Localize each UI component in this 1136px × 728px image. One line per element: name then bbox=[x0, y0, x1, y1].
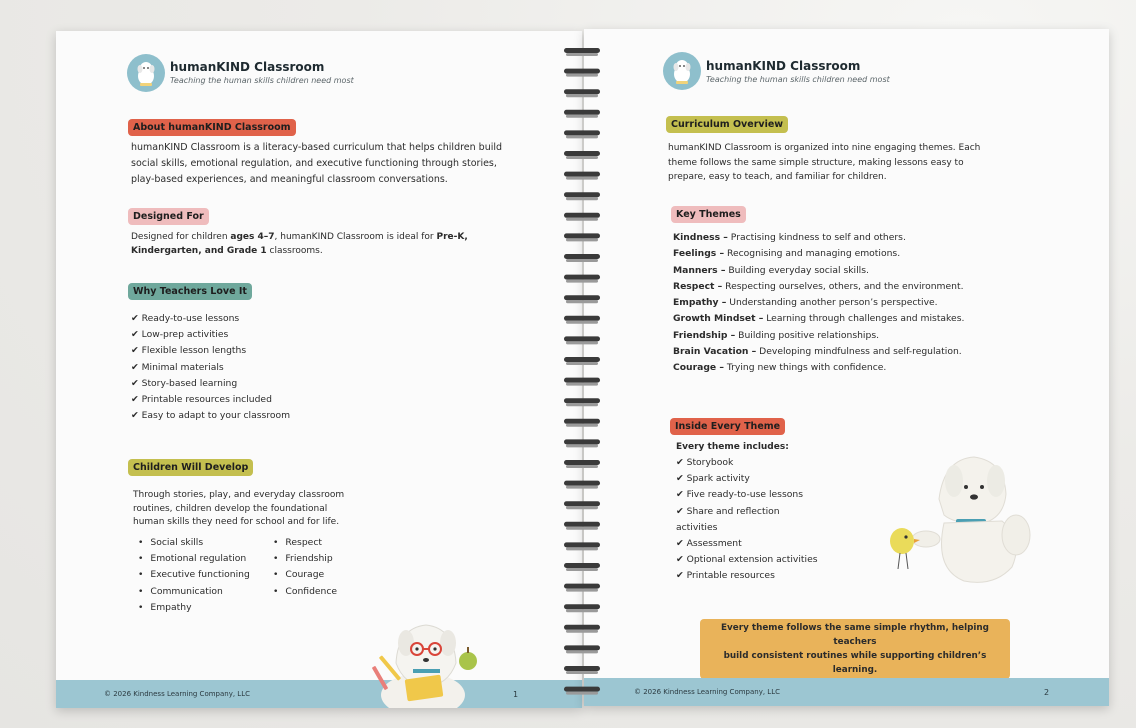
theme-name: Empathy – bbox=[673, 297, 727, 309]
callout-line-2: build consistent routines while supporting children’s learning. bbox=[723, 651, 987, 675]
left-page bbox=[56, 31, 582, 708]
overview-heading: Curriculum Overview bbox=[666, 116, 788, 133]
right-page bbox=[584, 29, 1109, 706]
spiral-ring bbox=[564, 172, 600, 180]
theme-desc: Respecting ourselves, others, and the environment. bbox=[722, 280, 964, 292]
spiral-ring bbox=[564, 666, 600, 674]
list-item: • Empathy bbox=[138, 600, 250, 616]
spiral-ring bbox=[564, 398, 600, 406]
spiral-ring bbox=[564, 687, 600, 695]
theme-item bbox=[673, 311, 964, 327]
list-item: ✔ Easy to adapt to your classroom bbox=[131, 410, 291, 422]
spiral-ring bbox=[564, 439, 600, 447]
list-item: • Friendship bbox=[273, 551, 337, 567]
overview-body: humanKIND Classroom is organized into nine engaging themes. Each theme follows the same simple structure, making lessons easy to prepare, easy to teach, and familiar for children. bbox=[668, 143, 981, 182]
spiral-ring bbox=[564, 110, 600, 118]
spiral-ring bbox=[564, 275, 600, 283]
theme-desc: Recognising and managing emotions. bbox=[724, 248, 901, 260]
spiral-ring bbox=[564, 645, 600, 653]
theme-item bbox=[673, 230, 964, 246]
rhythm-callout bbox=[700, 619, 1010, 679]
spiral-ring bbox=[564, 336, 600, 344]
list-item: ✔ Ready-to-use lessons bbox=[131, 313, 240, 324]
inside-heading: Inside Every Theme bbox=[670, 418, 785, 435]
brand-tagline: Teaching the human skills children need most bbox=[170, 76, 354, 85]
key-themes-heading: Key Themes bbox=[671, 206, 746, 223]
list-item: ✔ Story-based learning bbox=[131, 377, 238, 389]
copyright: © 2026 Kindness Learning Company, LLC bbox=[104, 690, 250, 698]
theme-desc: Building everyday social skills. bbox=[725, 264, 869, 276]
page-number: 2 bbox=[1044, 688, 1050, 697]
develop-heading: Children Will Develop bbox=[128, 459, 253, 476]
spiral-ring bbox=[564, 460, 600, 468]
callout-line-1: Every theme follows the same simple rhythm, helping teachers bbox=[721, 623, 989, 647]
inside-list bbox=[676, 455, 818, 585]
theme-item bbox=[673, 246, 964, 262]
spiral-ring bbox=[564, 295, 600, 303]
spiral-ring bbox=[564, 563, 600, 571]
spiral-ring bbox=[564, 89, 600, 97]
right-footer bbox=[584, 678, 1109, 706]
spiral-ring bbox=[564, 69, 600, 77]
theme-name: Kindness – bbox=[673, 232, 728, 243]
list-item: ✔ Share and reflection bbox=[676, 505, 780, 517]
designed-for-heading: Designed For bbox=[128, 208, 209, 225]
brand-name: humanKIND Classroom bbox=[706, 59, 861, 73]
dog-logo-icon bbox=[127, 54, 165, 92]
spiral-ring bbox=[564, 213, 600, 221]
spiral-ring bbox=[564, 419, 600, 427]
list-item: ✔ Spark activity bbox=[676, 473, 750, 485]
theme-name: Respect – bbox=[673, 280, 723, 292]
theme-desc: Developing mindfulness and self-regulation. bbox=[756, 346, 962, 358]
spiral-ring bbox=[564, 501, 600, 509]
theme-name: Growth Mindset – bbox=[673, 313, 764, 325]
designed-for-text-1: Designed for children bbox=[131, 232, 231, 242]
designed-for-text-2: , humanKIND Classroom is ideal for bbox=[274, 232, 437, 242]
list-item: • Social skills bbox=[138, 535, 250, 551]
develop-list-1 bbox=[138, 535, 250, 616]
designed-for-text-3: classrooms. bbox=[266, 246, 323, 256]
spiral-ring bbox=[564, 357, 600, 365]
theme-name: Friendship – bbox=[673, 329, 736, 341]
list-item: • Respect bbox=[273, 535, 337, 551]
spiral-ring bbox=[564, 584, 600, 592]
list-item: ✔ Storybook bbox=[676, 457, 734, 468]
spiral-ring bbox=[564, 316, 600, 324]
list-item: • Confidence bbox=[273, 584, 337, 600]
page-number: 1 bbox=[513, 690, 519, 699]
dog-reading-illustration bbox=[368, 603, 488, 708]
spiral-binding bbox=[562, 40, 602, 700]
left-footer bbox=[56, 680, 582, 708]
theme-item bbox=[673, 295, 964, 311]
theme-item bbox=[673, 360, 964, 376]
list-item: ✔ Optional extension activities bbox=[676, 554, 818, 566]
theme-name: Courage – bbox=[673, 362, 724, 374]
list-item: activities bbox=[676, 521, 718, 533]
spiral-ring bbox=[564, 48, 600, 56]
designed-for-grades: Pre-K, Kindergarten, and Grade 1 bbox=[131, 232, 468, 256]
list-item: • Courage bbox=[273, 567, 337, 583]
designed-for-body bbox=[131, 230, 481, 258]
designed-for-ages: ages 4–7 bbox=[230, 232, 275, 242]
copyright: © 2026 Kindness Learning Company, LLC bbox=[634, 688, 780, 696]
why-heading: Why Teachers Love It bbox=[128, 283, 252, 300]
list-item: ✔ Low-prep activities bbox=[131, 329, 229, 341]
list-item: ✔ Printable resources bbox=[676, 570, 775, 582]
theme-item bbox=[673, 263, 964, 279]
about-heading: About humanKIND Classroom bbox=[128, 119, 296, 136]
theme-desc: Understanding another person’s perspective. bbox=[726, 297, 938, 309]
spiral-ring bbox=[564, 522, 600, 530]
spiral-ring bbox=[564, 542, 600, 550]
spiral-ring bbox=[564, 192, 600, 200]
theme-name: Feelings – bbox=[673, 248, 725, 260]
theme-desc: Learning through challenges and mistakes. bbox=[763, 313, 965, 325]
theme-item bbox=[673, 344, 964, 360]
develop-list-2 bbox=[273, 535, 337, 600]
brand-name: humanKIND Classroom bbox=[170, 60, 325, 74]
theme-desc: Building positive relationships. bbox=[735, 329, 880, 341]
spiral-ring bbox=[564, 378, 600, 386]
why-list bbox=[131, 311, 290, 424]
about-body: humanKIND Classroom is a literacy-based curriculum that helps children build social skills, emotional regulation, and executive functioning through stories, play-based experiences, and meaningful classroom conversations. bbox=[131, 142, 503, 185]
key-themes-list bbox=[673, 230, 964, 377]
brand-tagline: Teaching the human skills children need most bbox=[706, 75, 890, 84]
theme-desc: Practising kindness to self and others. bbox=[727, 232, 906, 243]
inside-intro: Every theme includes: bbox=[676, 442, 789, 452]
develop-body: Through stories, play, and everyday classroom routines, children develop the foundational human skills they need for school and for life. bbox=[133, 490, 345, 527]
theme-item bbox=[673, 279, 964, 295]
spiral-ring bbox=[564, 233, 600, 241]
spiral-ring bbox=[564, 604, 600, 612]
theme-desc: Trying new things with confidence. bbox=[723, 362, 887, 374]
list-item: ✔ Printable resources included bbox=[131, 393, 272, 405]
list-item: ✔ Five ready-to-use lessons bbox=[676, 489, 803, 501]
theme-item bbox=[673, 328, 964, 344]
list-item: • Executive functioning bbox=[138, 567, 250, 583]
list-item: ✔ Assessment bbox=[676, 537, 742, 549]
spiral-ring bbox=[564, 151, 600, 159]
spiral-ring bbox=[564, 625, 600, 633]
theme-name: Manners – bbox=[673, 264, 726, 276]
dog-logo-icon bbox=[663, 52, 701, 90]
list-item: ✔ Flexible lesson lengths bbox=[131, 345, 247, 357]
dog-and-bird-illustration bbox=[884, 439, 1044, 589]
list-item: • Emotional regulation bbox=[138, 551, 250, 567]
list-item: ✔ Minimal materials bbox=[131, 361, 224, 373]
spiral-ring bbox=[564, 481, 600, 489]
theme-name: Brain Vacation – bbox=[673, 346, 757, 358]
spiral-ring bbox=[564, 130, 600, 138]
list-item: • Communication bbox=[138, 584, 250, 600]
spiral-ring bbox=[564, 254, 600, 262]
